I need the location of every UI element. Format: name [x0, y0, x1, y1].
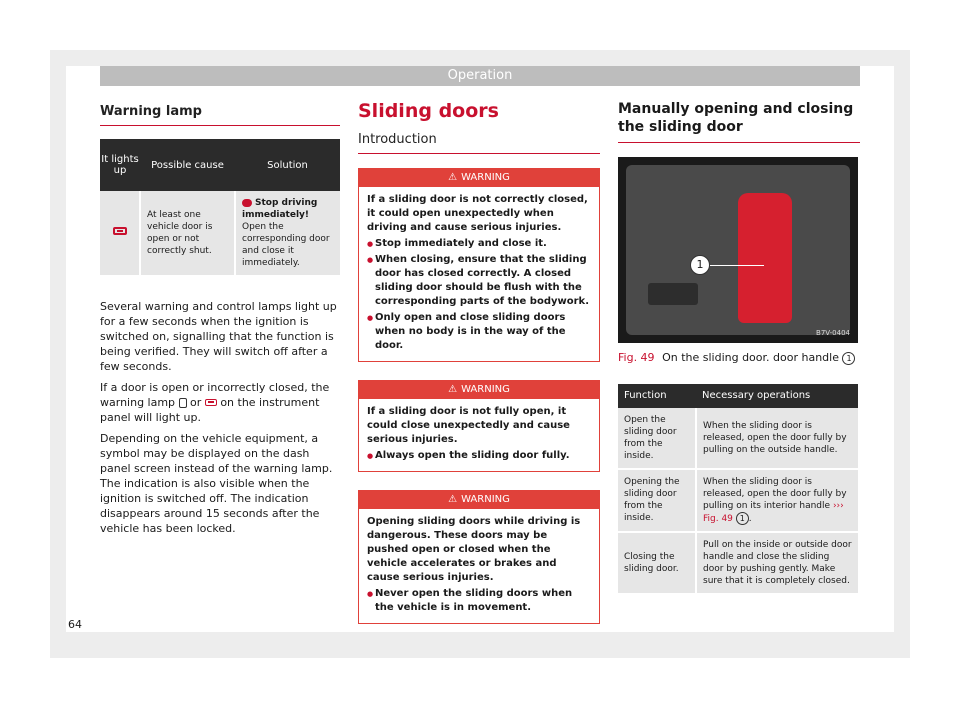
warning-box-1: ⚠ WARNING If a sliding door is not correctly closed, it could open unexpectedly when driving and cause serious injuries. ● Stop immediately and close it. ● When closing, ensure that the sliding door has closed correctly. A closed sliding door should be flush with the corresponding parts of the bodywork. ● Only open and close sliding doors when no body is in the way of the door. — [358, 168, 600, 362]
table-row: Closing the sliding door. Pull on the inside or outside door handle and close the sliding door by pushing gently. Make sure that it is completely closed. — [618, 532, 858, 594]
paragraph: Several warning and control lamps light up for a few seconds when the ignition is switched on, signalling that the function is being verified. They will switch off after a few seconds. — [100, 300, 337, 373]
body-text — [100, 299, 340, 536]
warning-lamp-table — [100, 139, 340, 275]
col-header-solution: Solution — [235, 139, 340, 191]
figure-link[interactable]: ››› Fig. 49 — [703, 500, 844, 524]
warning-triangle-icon: ⚠ — [448, 384, 458, 395]
page-number: 64 — [68, 618, 82, 631]
manual-title: Manually opening and closing the sliding door — [618, 100, 860, 143]
door-handle-figure — [618, 157, 858, 343]
door-handle — [738, 193, 792, 323]
table-row: Opening the sliding door from the inside. When the sliding door is released, open the door fully by pulling on its interior handle ››› Fig. 49 1 . — [618, 469, 858, 532]
col-header-function: Function — [618, 384, 696, 408]
warning-box-3: ⚠ WARNING Opening sliding doors while driving is dangerous. These doors may be pushed open or closed when the vehicle accelerates or brakes and cause serious injuries. ● Never open the sliding doors when the vehicle is in movement. — [358, 490, 600, 624]
list-item: ● Stop immediately and close it. — [367, 237, 591, 251]
list-item: ● Always open the sliding door fully. — [367, 449, 591, 463]
paragraph: If a door is open or incorrectly closed, the warning lamp or on the instrument panel will light up. — [100, 381, 330, 424]
operations-table — [618, 384, 858, 595]
list-item: ● Only open and close sliding doors when no body is in the way of the door. — [367, 311, 591, 353]
solution-cell — [235, 191, 340, 275]
callout-number: 1 — [690, 255, 710, 275]
table-row: Open the sliding door from the inside. When the sliding door is released, open the door fully by pulling on the outside handle. — [618, 408, 858, 469]
paragraph: Depending on the vehicle equipment, a symbol may be displayed on the dash panel screen instead of the warning lamp. The indication is also visible when the ignition is switched off. The indication disappears around 15 seconds after the vehicle has been locked. — [100, 432, 333, 535]
col-header-cause: Possible cause — [140, 139, 235, 191]
column-sliding-doors — [358, 96, 600, 624]
figure-caption: Fig. 49 On the sliding door. door handle 1 — [618, 351, 860, 365]
door-lamp-icon — [179, 398, 187, 408]
list-item: ● Never open the sliding doors when the vehicle is in movement. — [367, 587, 591, 615]
column-warning-lamp — [100, 96, 340, 542]
table-row — [100, 191, 340, 275]
cause-cell: At least one vehicle door is open or not correctly shut. — [140, 191, 235, 275]
callout-line — [710, 265, 764, 266]
column-manual-operation — [618, 96, 860, 595]
section-header: Operation — [100, 66, 860, 86]
solution-bold: Stop driving immediately! — [242, 198, 318, 220]
window-switch — [648, 283, 698, 305]
warning-box-2: ⚠ WARNING If a sliding door is not fully open, it could close unexpectedly and cause serious injuries. ● Always open the sliding door fully. — [358, 380, 600, 472]
warning-triangle-icon: ⚠ — [448, 172, 458, 183]
solution-text: Open the corresponding door and close it immediately. — [242, 222, 330, 268]
door-open-lamp-icon — [205, 399, 217, 406]
col-header-operations: Necessary operations — [696, 384, 858, 408]
col-header-lights: It lights up — [100, 139, 140, 191]
warning-lamp-title: Warning lamp — [100, 100, 340, 126]
introduction-subtitle: Introduction — [358, 128, 600, 154]
warning-triangle-icon: ⚠ — [448, 494, 458, 505]
list-item: ● When closing, ensure that the sliding door has closed correctly. A closed sliding door should be flush with the corresponding parts of the bodywork. — [367, 253, 591, 309]
door-open-lamp-icon — [113, 227, 127, 235]
stop-lamp-icon — [242, 199, 252, 207]
callout-badge: 1 — [842, 352, 855, 365]
figure-code: B7V-0404 — [816, 329, 850, 337]
callout-badge: 1 — [736, 512, 749, 525]
sliding-doors-title: Sliding doors — [358, 100, 499, 122]
